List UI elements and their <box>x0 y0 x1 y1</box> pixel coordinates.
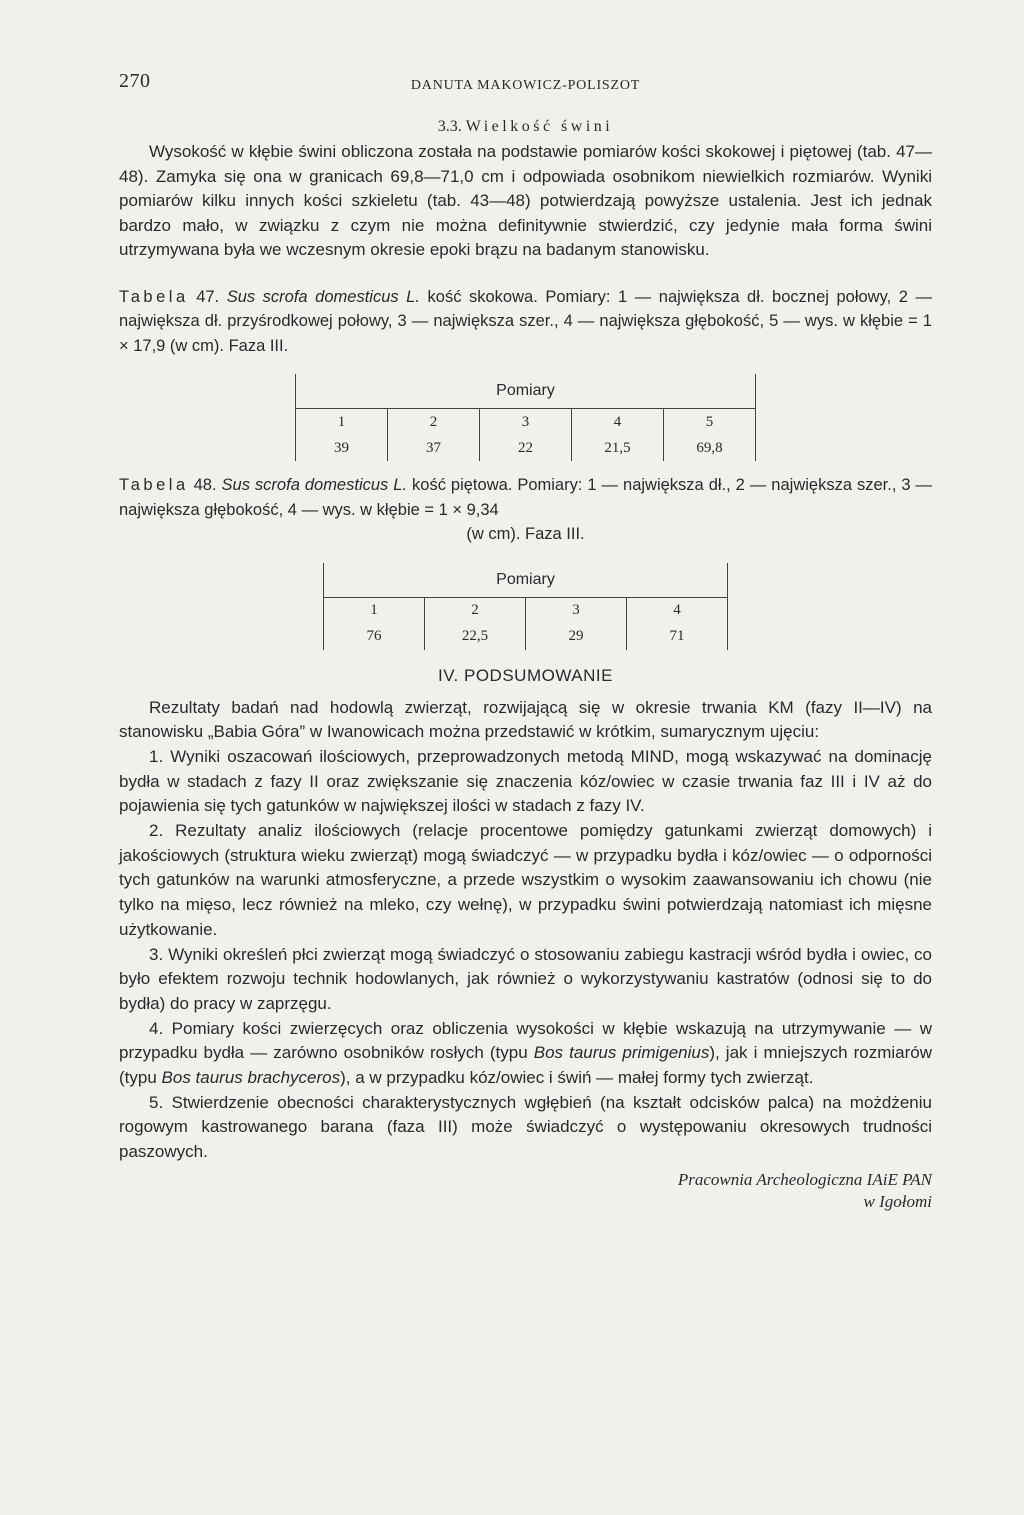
summary <box>119 696 932 1165</box>
point-4-species-2: Bos taurus brachyceros <box>161 1068 341 1088</box>
page <box>119 70 932 1213</box>
point-4-text-c: ), a w przypadku kóz/owiec i świń — małej formy tych zwierząt. <box>340 1068 814 1088</box>
point-4-text-b: ), jak i mniejszych rozmiarów (typu <box>119 1043 932 1088</box>
table-48-col: 1 <box>324 597 425 624</box>
running-head: DANUTA MAKOWICZ-POLISZOT <box>410 78 641 93</box>
signature-line-2: w Igołomi <box>863 1191 932 1211</box>
table-48-number: 48. <box>193 476 217 494</box>
table-47-species: Sus scrofa domesticus L. <box>226 287 420 306</box>
section-heading: Wielkość świni <box>465 118 614 135</box>
table-47-value-row <box>296 435 756 461</box>
summary-point-2: 2. Rezultaty analiz ilościowych (relacje procentowe pomiędzy gatunkami zwierząt domowych) i jakościowych (struktura wieku zwierząt) mogą świadczyć — w przypadku bydła i kóz/owiec — o odporności tych gatunków na warunki atmosferyczne, a przede wszystkim o wysokim zaawansowaniu ich chowu (nie tylko na mięso, lecz również na mleko, czy wełnę), w przypadku świni potwierdzają natomiast ich mięsne użytkowanie. <box>119 821 932 939</box>
table-48 <box>323 563 728 650</box>
table-47-caption <box>119 285 932 359</box>
table-48-value: 29 <box>526 624 627 650</box>
table-48-label: Tabela <box>119 476 189 494</box>
table-48-col: 2 <box>425 597 526 624</box>
table-48-value: 76 <box>324 624 425 650</box>
summary-point-4 <box>119 1017 932 1091</box>
summary-point-3: 3. Wyniki określeń płci zwierząt mogą świadczyć o stosowaniu zabiegu kastracji wśród bydła i owiec, co było efektem rozwoju technik hodowlanych, jak również o wykorzystywaniu kastratów (odnosi się to do bydła) do pracy w zaprzęgu. <box>119 944 932 1013</box>
table-47-value: 69,8 <box>696 439 723 456</box>
table-47-number: 47. <box>196 287 220 306</box>
table-48-caption-text: kość piętowa. Pomiary: 1 — największa dł., 2 — największa szer., 3 — największa głębokość, 4 — wys. w kłębie = 1 × 9,34 <box>119 476 933 519</box>
signature-line-1: Pracownia Archeologiczna IAiE PAN <box>677 1169 932 1189</box>
table-47-col: 2 <box>388 409 480 436</box>
table-47-caption-text: kość skokowa. Pomiary: 1 — największa dł. bocznej połowy, 2 — największa dł. przyśrodkowej połowy, 3 — największa szer., 4 — największa głębokość, 5 — wys. w kłębie = 1 × 17,9 (w cm). Faza III. <box>119 287 932 355</box>
table-47-col: 5 <box>705 413 714 430</box>
table-48-species: Sus scrofa domesticus L. <box>221 476 408 494</box>
table-48-column-row <box>324 597 728 624</box>
page-number: 270 <box>119 70 151 92</box>
summary-point-5: 5. Stwierdzenie obecności charakterystycznych wgłębień (na kształt odcisków palca) na możdżeniu rogowym kastrowanego barana (faza III) może świadczyć o występowaniu okresowych trudności paszowych. <box>119 1092 932 1162</box>
table-47 <box>295 374 756 461</box>
table-47-label: Tabela <box>119 287 189 306</box>
table-47-value: 21,5 <box>572 435 664 461</box>
summary-intro: Rezultaty badań nad hodowlą zwierząt, rozwijającą się w okresie trwania KM (fazy II—IV) na stanowisku „Babia Góra” w Iwanowicach można przedstawić w krótkim, sumarycznym ujęciu: <box>119 697 932 742</box>
page-header <box>119 70 932 104</box>
table-48-col: 3 <box>526 597 627 624</box>
table-48-caption-end: (w cm). Faza III. <box>466 525 585 543</box>
table-48-col: 4 <box>673 602 681 618</box>
table-48-caption <box>119 473 932 547</box>
section-number: 3.3. <box>437 118 462 135</box>
table-48-value: 71 <box>669 628 685 644</box>
table-47-value: 37 <box>388 435 480 461</box>
signature <box>119 1169 932 1213</box>
summary-point-1: 1. Wyniki oszacowań ilościowych, przeprowadzonych metodą MIND, mogą wskazywać na dominację bydła w stadach z fazy II oraz zwiększanie się znaczenia kóz/owiec w czasie trwania faz III i IV aż do pojawienia się tych gatunków w największej ilości w stadach z fazy IV. <box>119 746 932 816</box>
summary-title: IV. PODSUMOWANIE <box>438 665 613 685</box>
section-title <box>119 118 932 136</box>
point-4-text-a: 4. Pomiary kości zwierzęcych oraz obliczenia wysokości w kłębie wskazują na utrzymywanie — w przypadku bydła — zarówno osobników rosłych (typu <box>119 1018 932 1063</box>
table-47-col: 3 <box>480 409 572 436</box>
section-body: Wysokość w kłębie świni obliczona została na podstawie pomiarów kości skokowej i piętowej (tab. 47—48). Zamyka się ona w granicach 69,8—71,0 cm i odpowiada osobnikom niewielkich rozmiarów. Wyniki pomiarów kilku innych kości szkieletu (tab. 43—48) potwierdzają powyższe ustalenia. Jest ich jednak bardzo mało, w związku z czym nie można definitywnie stwierdzić, czy jedynie mała forma świni utrzymywana była we wczesnym okresie epoki brązu na badanym stanowisku. <box>119 142 932 259</box>
table-48-header: Pomiary <box>324 563 728 598</box>
table-47-col: 4 <box>572 409 664 436</box>
table-47-header: Pomiary <box>296 374 756 409</box>
point-4-species-1: Bos taurus primigenius <box>533 1043 710 1063</box>
table-47-value: 39 <box>296 435 388 461</box>
table-47-value: 22 <box>480 435 572 461</box>
table-48-value-row <box>324 624 728 650</box>
table-47-col: 1 <box>296 409 388 436</box>
table-47-column-row <box>296 409 756 436</box>
table-48-value: 22,5 <box>425 624 526 650</box>
